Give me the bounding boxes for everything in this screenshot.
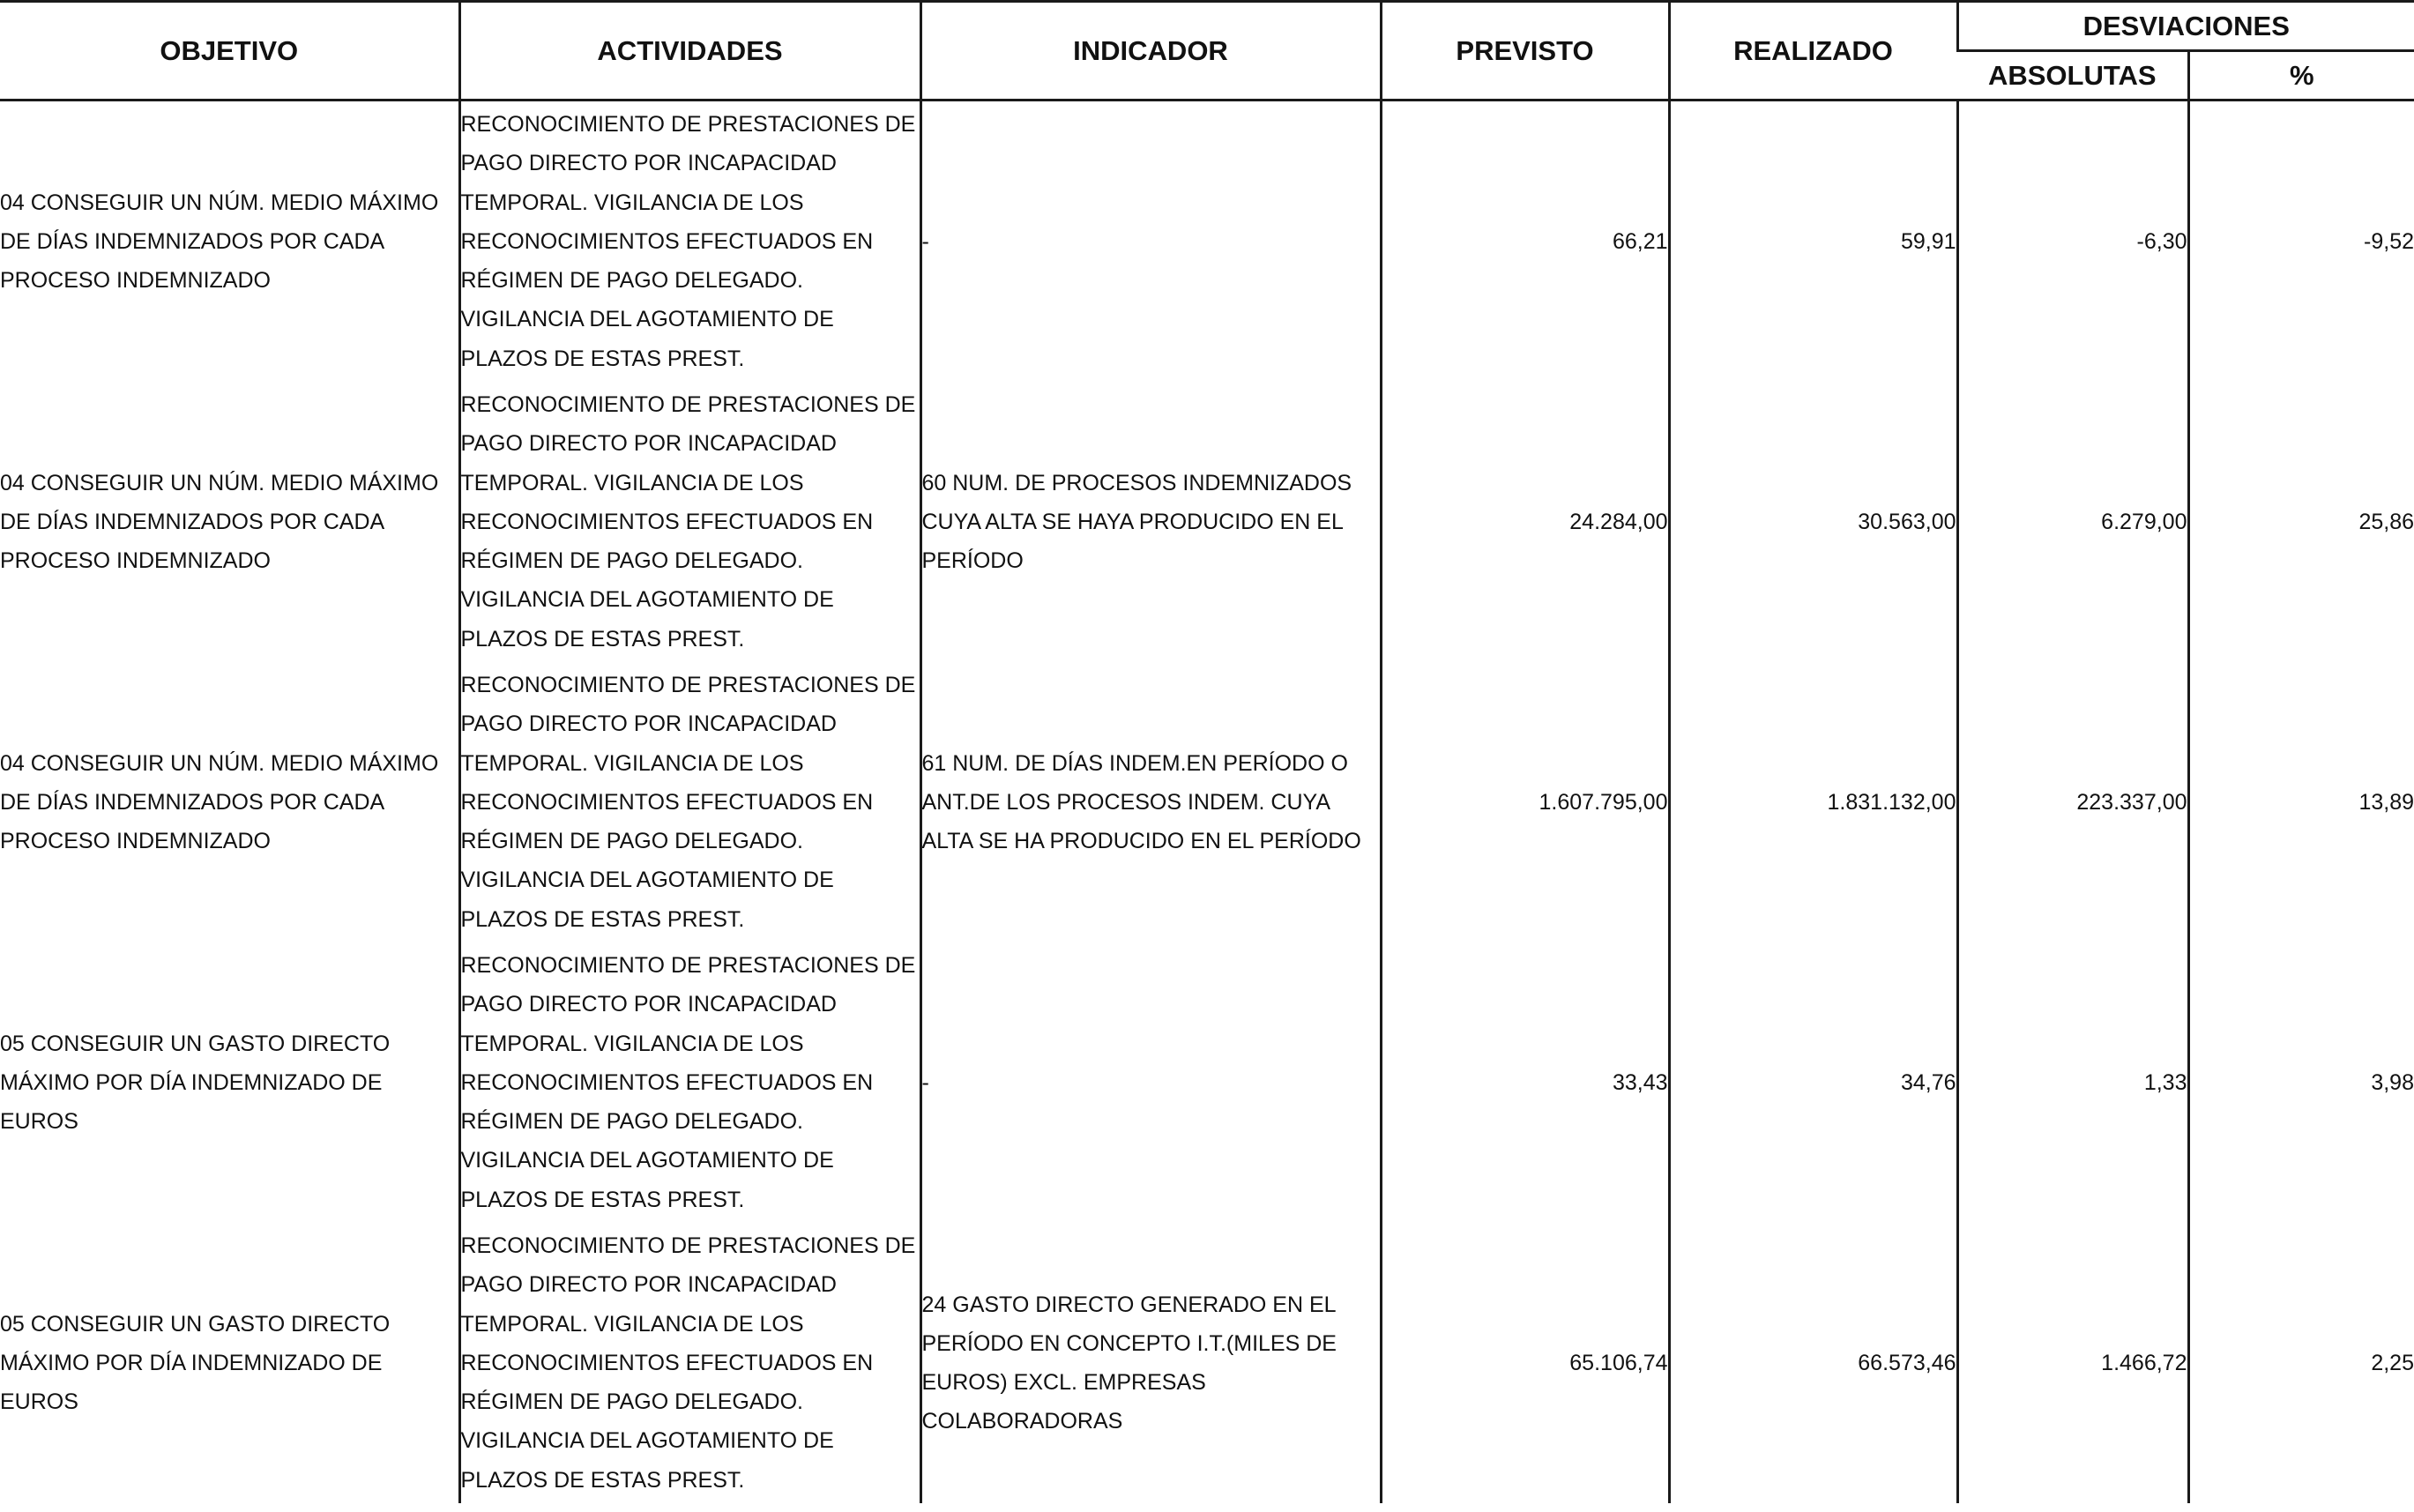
cell-actividades: RECONOCIMIENTO DE PRESTACIONES DE PAGO DIRECTO POR INCAPACIDAD TEMPORAL. VIGILANCIA DE LOS RECONOCIMIENTOS EFECTUADOS EN RÉGIMEN DE PAGO DELEGADO. VIGILANCIA DEL AGOTAMIENTO DE PLAZOS DE ESTAS PREST.: [459, 382, 920, 662]
table-row: [0, 382, 2414, 662]
cell-previsto: 33,43: [1381, 942, 1669, 1223]
cell-absolutas: 1.466,72: [1957, 1223, 2188, 1503]
cell-absolutas: 223.337,00: [1957, 662, 2188, 942]
table-row: [0, 101, 2414, 383]
header-realizado: REALIZADO: [1669, 2, 1957, 101]
cell-indicador: 60 NUM. DE PROCESOS INDEMNIZADOS CUYA ALTA SE HAYA PRODUCIDO EN EL PERÍODO: [920, 382, 1381, 662]
cell-indicador: -: [920, 942, 1381, 1223]
cell-realizado: 30.563,00: [1669, 382, 1957, 662]
cell-indicador: 24 GASTO DIRECTO GENERADO EN EL PERÍODO EN CONCEPTO I.T.(MILES DE EUROS) EXCL. EMPRESAS COLABORADORAS: [920, 1223, 1381, 1503]
cell-porcentaje: 2,25: [2188, 1223, 2414, 1503]
table-row: [0, 1223, 2414, 1503]
cell-objetivo: 05 CONSEGUIR UN GASTO DIRECTO MÁXIMO POR DÍA INDEMNIZADO DE EUROS: [0, 1311, 391, 1415]
table-row: [0, 662, 2414, 942]
cell-previsto: 65.106,74: [1381, 1223, 1669, 1503]
table-row: [0, 942, 2414, 1223]
cell-indicador: 61 NUM. DE DÍAS INDEM.EN PERÍODO O ANT.DE LOS PROCESOS INDEM. CUYA ALTA SE HA PRODUCIDO EN EL PERÍODO: [920, 662, 1381, 942]
cell-actividades: RECONOCIMIENTO DE PRESTACIONES DE PAGO DIRECTO POR INCAPACIDAD TEMPORAL. VIGILANCIA DE LOS RECONOCIMIENTOS EFECTUADOS EN RÉGIMEN DE PAGO DELEGADO. VIGILANCIA DEL AGOTAMIENTO DE PLAZOS DE ESTAS PREST.: [459, 101, 920, 383]
cell-previsto: 1.607.795,00: [1381, 662, 1669, 942]
cell-objetivo: 04 CONSEGUIR UN NÚM. MEDIO MÁXIMO DE DÍAS INDEMNIZADOS POR CADA PROCESO INDEMNIZADO: [0, 750, 439, 854]
cell-absolutas: 6.279,00: [1957, 382, 2188, 662]
cell-porcentaje: 25,86: [2188, 382, 2414, 662]
cell-realizado: 66.573,46: [1669, 1223, 1957, 1503]
header-indicador: INDICADOR: [920, 2, 1381, 101]
header-row-top: [0, 2, 2414, 51]
cell-previsto: 24.284,00: [1381, 382, 1669, 662]
cell-absolutas: 1,33: [1957, 942, 2188, 1223]
cell-indicador: -: [920, 101, 1381, 383]
cell-porcentaje: 13,89: [2188, 662, 2414, 942]
cell-realizado: 59,91: [1669, 101, 1957, 383]
header-absolutas: ABSOLUTAS: [1957, 51, 2188, 101]
cell-porcentaje: 3,98: [2188, 942, 2414, 1223]
cell-realizado: 1.831.132,00: [1669, 662, 1957, 942]
cell-objetivo: 04 CONSEGUIR UN NÚM. MEDIO MÁXIMO DE DÍAS INDEMNIZADOS POR CADA PROCESO INDEMNIZADO: [0, 470, 439, 574]
cell-actividades: RECONOCIMIENTO DE PRESTACIONES DE PAGO DIRECTO POR INCAPACIDAD TEMPORAL. VIGILANCIA DE LOS RECONOCIMIENTOS EFECTUADOS EN RÉGIMEN DE PAGO DELEGADO. VIGILANCIA DEL AGOTAMIENTO DE PLAZOS DE ESTAS PREST.: [459, 662, 920, 942]
cell-objetivo: 05 CONSEGUIR UN GASTO DIRECTO MÁXIMO POR DÍA INDEMNIZADO DE EUROS: [0, 1031, 391, 1135]
table-header: [0, 2, 2414, 101]
cell-actividades: RECONOCIMIENTO DE PRESTACIONES DE PAGO DIRECTO POR INCAPACIDAD TEMPORAL. VIGILANCIA DE LOS RECONOCIMIENTOS EFECTUADOS EN RÉGIMEN DE PAGO DELEGADO. VIGILANCIA DEL AGOTAMIENTO DE PLAZOS DE ESTAS PREST.: [459, 1223, 920, 1503]
cell-objetivo: 04 CONSEGUIR UN NÚM. MEDIO MÁXIMO DE DÍAS INDEMNIZADOS POR CADA PROCESO INDEMNIZADO: [0, 190, 439, 294]
cell-absolutas: -6,30: [1957, 101, 2188, 383]
header-objetivo: OBJETIVO: [0, 2, 459, 101]
cell-porcentaje: -9,52: [2188, 101, 2414, 383]
header-actividades: ACTIVIDADES: [459, 2, 920, 101]
header-previsto: PREVISTO: [1381, 2, 1669, 101]
header-desviaciones: DESVIACIONES: [1957, 2, 2414, 51]
header-porcentaje: %: [2188, 51, 2414, 101]
cell-realizado: 34,76: [1669, 942, 1957, 1223]
cell-actividades: RECONOCIMIENTO DE PRESTACIONES DE PAGO DIRECTO POR INCAPACIDAD TEMPORAL. VIGILANCIA DE LOS RECONOCIMIENTOS EFECTUADOS EN RÉGIMEN DE PAGO DELEGADO. VIGILANCIA DEL AGOTAMIENTO DE PLAZOS DE ESTAS PREST.: [459, 942, 920, 1223]
table-body: [0, 101, 2414, 1504]
cell-previsto: 66,21: [1381, 101, 1669, 383]
